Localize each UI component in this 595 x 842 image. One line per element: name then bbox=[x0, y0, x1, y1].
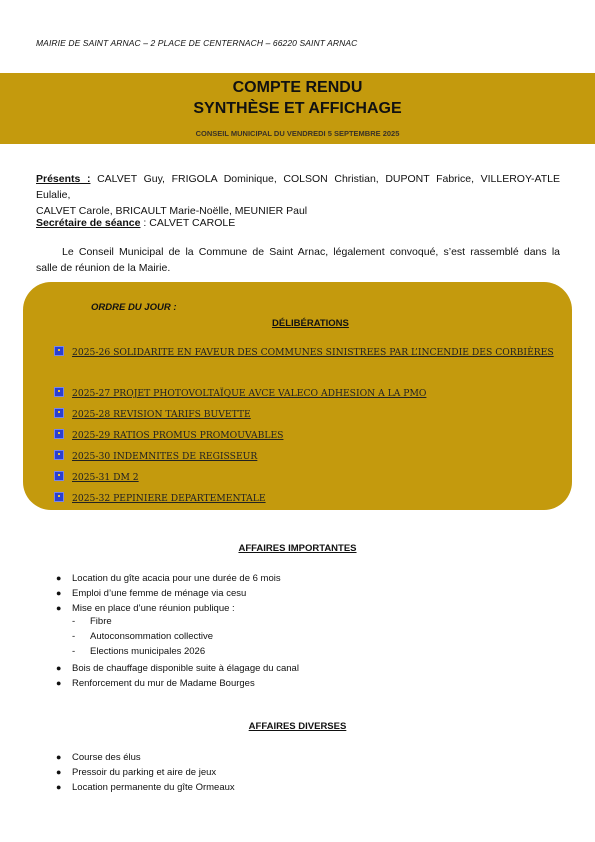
sub-list-item-text: Autoconsommation collective bbox=[90, 631, 214, 642]
bullet-dot-icon: ● bbox=[56, 603, 62, 613]
blue-square-bullet-icon bbox=[54, 450, 64, 460]
bullet-dot-icon: ● bbox=[56, 573, 62, 583]
blue-square-bullet-icon bbox=[54, 387, 64, 397]
list-item-text: Bois de chauffage disponible suite à élagage du canal bbox=[72, 663, 299, 674]
sub-list-item-text: Elections municipales 2026 bbox=[90, 646, 206, 657]
title-compte-rendu: COMPTE RENDU bbox=[232, 79, 363, 96]
blue-square-bullet-icon bbox=[54, 492, 64, 502]
blue-square-bullet-icon bbox=[54, 346, 64, 356]
presents-line1: CALVET Guy, FRIGOLA Dominique, COLSON Christian, DUPONT Fabrice, VILLEROY-ATLE Eulalie, bbox=[36, 173, 560, 201]
deliberation-text: 2025-32 PEPINIERE DEPARTEMENTALE bbox=[72, 493, 266, 504]
list-item-text: Location du gîte acacia pour une durée de 6 mois bbox=[72, 573, 281, 584]
bullet-dot-icon: ● bbox=[56, 767, 62, 777]
list-item-text: Location permanente du gîte Ormeaux bbox=[72, 782, 235, 793]
deliberation-text: 2025-26 SOLIDARITE EN FAVEUR DES COMMUNES SINISTREES PAR L’INCENDIE DES CORBIÈRES bbox=[72, 347, 554, 358]
bullet-dot-icon: ● bbox=[56, 663, 62, 673]
list-item-text: Mise en place d’une réunion publique : bbox=[72, 603, 235, 614]
deliberation-item bbox=[54, 427, 559, 445]
secretaire-value: : CALVET CAROLE bbox=[140, 217, 236, 229]
list-item-text: Course des élus bbox=[72, 752, 141, 763]
deliberation-text: 2025-29 RATIOS PROMUS PROMOUVABLES bbox=[72, 430, 284, 441]
intro-block bbox=[36, 244, 560, 276]
list-item-text: Pressoir du parking et aire de jeux bbox=[72, 767, 217, 778]
blue-square-bullet-icon bbox=[54, 429, 64, 439]
title-synthese: SYNTHÈSE ET AFFICHAGE bbox=[193, 100, 402, 117]
bullet-dot-icon: ● bbox=[56, 752, 62, 762]
affaires-diverses-heading: AFFAIRES DIVERSES bbox=[248, 721, 347, 732]
deliberation-item bbox=[54, 385, 559, 403]
ordre-du-jour-label: ORDRE DU JOUR : bbox=[91, 302, 177, 313]
deliberation-item bbox=[54, 344, 559, 380]
list-item-text: Emploi d’une femme de ménage via cesu bbox=[72, 588, 247, 599]
deliberation-text: 2025-28 REVISION TARIFS BUVETTE bbox=[72, 409, 251, 420]
deliberation-item bbox=[54, 469, 559, 487]
subtitle-conseil: CONSEIL MUNICIPAL DU VENDREDI 5 SEPTEMBRE 2025 bbox=[195, 129, 400, 138]
bullet-dot-icon: ● bbox=[56, 782, 62, 792]
deliberation-item bbox=[54, 406, 559, 424]
presents-label: Présents : bbox=[36, 173, 91, 185]
blue-square-bullet-icon bbox=[54, 471, 64, 481]
deliberation-text: 2025-30 INDEMNITES DE REGISSEUR bbox=[72, 451, 258, 462]
deliberation-item bbox=[54, 490, 559, 508]
affaires-importantes-heading: AFFAIRES IMPORTANTES bbox=[238, 543, 357, 554]
presents-line2: CALVET Carole, BRICAULT Marie-Noëlle, MEUNIER Paul bbox=[36, 205, 308, 217]
deliberation-text: 2025-31 DM 2 bbox=[72, 472, 139, 483]
secretaire-label: Secrétaire de séance bbox=[36, 217, 141, 229]
deliberations-heading: DÉLIBÉRATIONS bbox=[272, 318, 349, 329]
deliberation-item bbox=[54, 448, 559, 466]
intro-line1: Le Conseil Municipal de la Commune de Saint Arnac, légalement convoqué, s’est rassemblé dans la bbox=[62, 246, 560, 258]
intro-line2: salle de réunion de la Mairie. bbox=[36, 262, 171, 274]
bullet-dot-icon: ● bbox=[56, 588, 62, 598]
presents-block bbox=[36, 171, 560, 219]
title-banner bbox=[0, 73, 595, 144]
sub-list-item-text: Fibre bbox=[90, 616, 112, 627]
bullet-dot-icon: ● bbox=[56, 678, 62, 688]
blue-square-bullet-icon bbox=[54, 408, 64, 418]
list-item-text: Renforcement du mur de Madame Bourges bbox=[72, 678, 255, 689]
secretaire-block bbox=[36, 215, 560, 231]
deliberation-text: 2025-27 PROJET PHOTOVOLTAÏQUE AVCE VALECO ADHESION A LA PMO bbox=[72, 388, 427, 399]
header-address: MAIRIE DE SAINT ARNAC – 2 PLACE DE CENTERNACH – 66220 SAINT ARNAC bbox=[36, 38, 358, 48]
